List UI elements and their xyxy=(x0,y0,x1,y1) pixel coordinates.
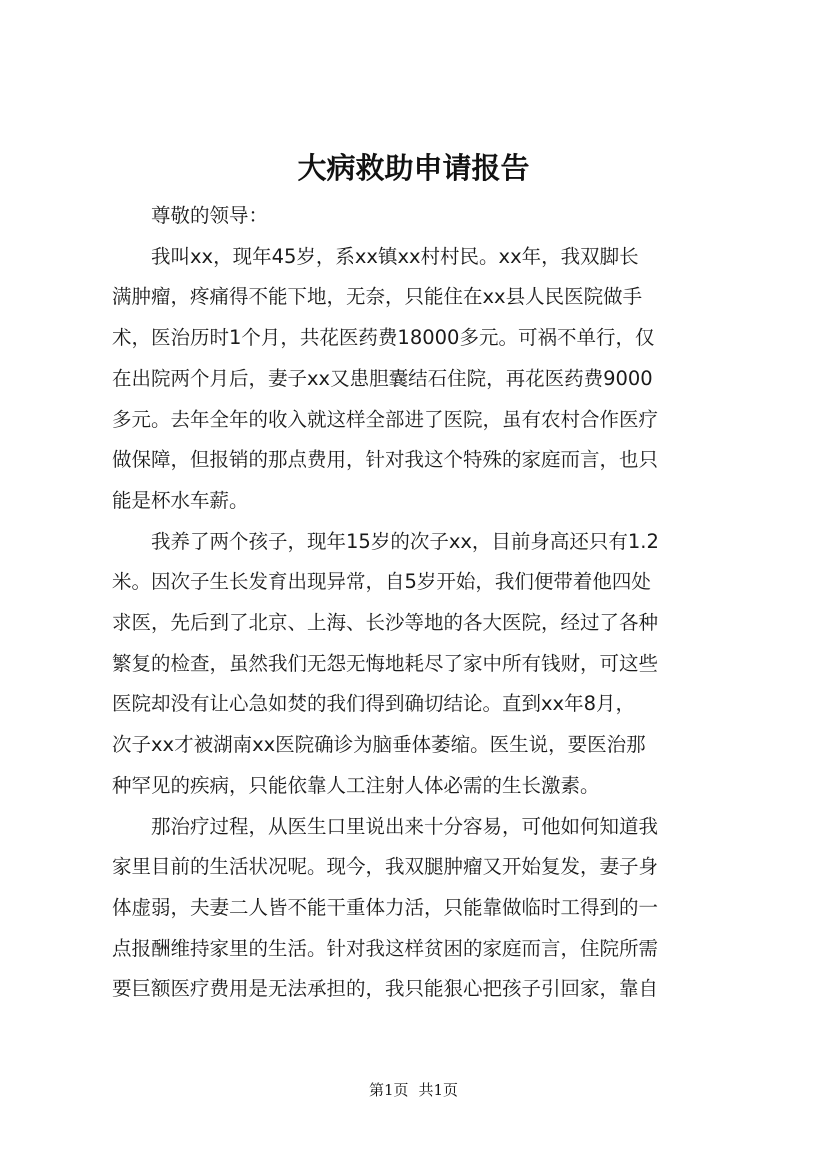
page-total: 共1页 xyxy=(418,1081,459,1099)
text-line: 多元。去年全年的收入就这样全部进了医院，虽有农村合作医疗 xyxy=(112,407,659,431)
text-line: 在出院两个月后，妻子xx又患胆囊结石住院，再花医药费9000 xyxy=(112,366,653,390)
text-line: 能是杯水车薪。 xyxy=(112,488,249,512)
body-text xyxy=(112,237,724,1010)
text-line: 繁复的检查，虽然我们无怨无悔地耗尽了家中所有钱财，可这些 xyxy=(112,651,659,675)
text-line: 术，医治历时1个月，共花医药费18000多元。可祸不单行，仅 xyxy=(112,326,655,350)
text-line: 次子xx才被湖南xx医院确诊为脑垂体萎缩。医生说，要医治那 xyxy=(112,733,646,757)
page-footer xyxy=(0,1079,827,1100)
text-line: 求医，先后到了北京、上海、长沙等地的各大医院，经过了各种 xyxy=(112,611,659,635)
text-line: 体虚弱，夫妻二人皆不能干重体力活，只能靠做临时工得到的一 xyxy=(112,895,659,919)
text-line: 米。因次子生长发育出现异常，自5岁开始，我们便带着他四处 xyxy=(112,570,651,594)
text-line: 那治疗过程，从医生口里说出来十分容易，可他如何知道我 xyxy=(151,814,659,838)
text-line: 点报酬维持家里的生活。针对我这样贫困的家庭而言，住院所需 xyxy=(112,936,659,960)
document-title: 大病救助申请报告 xyxy=(297,151,530,185)
text-line: 我养了两个孩子，现年15岁的次子xx，目前身高还只有1.2 xyxy=(151,529,659,553)
text-line: 种罕见的疾病，只能依靠人工注射人体必需的生长激素。 xyxy=(112,773,600,797)
text-line: 做保障，但报销的那点费用，针对我这个特殊的家庭而言，也只 xyxy=(112,448,659,472)
text-line: 家里目前的生活状况呢。现今，我双腿肿瘤又开始复发，妻子身 xyxy=(112,855,659,879)
document-body xyxy=(112,196,724,1010)
text-line: 医院却没有让心急如焚的我们得到确切结论。直到xx年8月， xyxy=(112,692,635,716)
text-line: 满肿瘤，疼痛得不能下地，无奈，只能住在xx县人民医院做手 xyxy=(112,285,643,309)
text-line: 我叫xx，现年45岁，系xx镇xx村村民。xx年，我双脚长 xyxy=(151,244,639,268)
text-line: 要巨额医疗费用是无法承担的，我只能狠心把孩子引回家，靠自 xyxy=(112,977,659,1001)
page-number: 第1页 xyxy=(368,1081,409,1099)
salutation: 尊敬的领导： xyxy=(151,204,269,227)
